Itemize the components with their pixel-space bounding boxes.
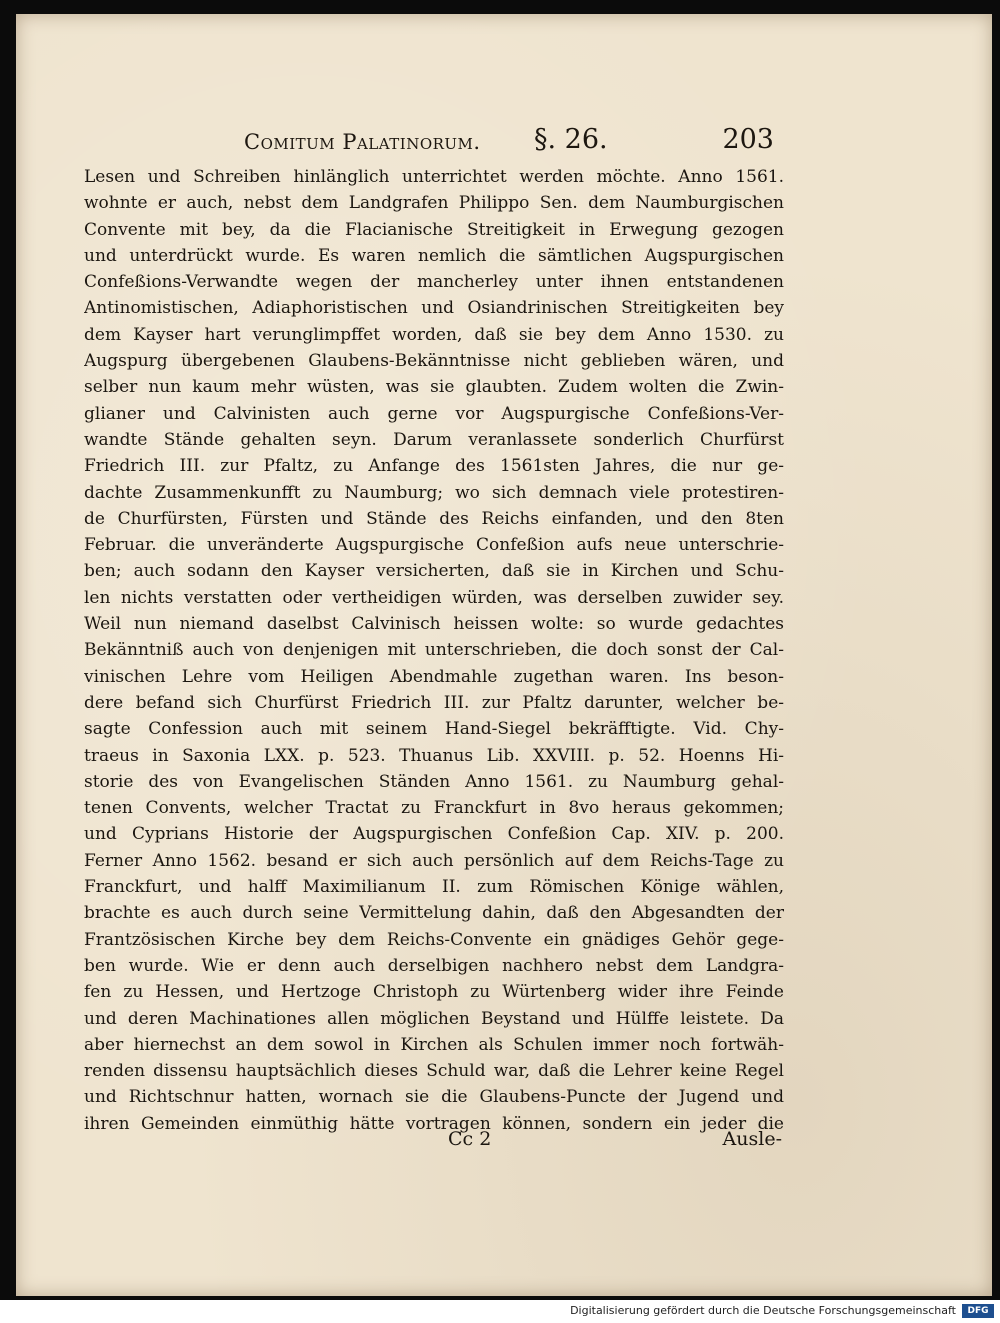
text-line: traeus in Saxonia LXX. p. 523. Thuanus Lib. XXVIII. p. 52. Hoenns Hi- — [84, 745, 784, 766]
text-line: glianer und Calvinisten auch gerne vor Augspurgische Confeßions-Ver- — [84, 403, 784, 424]
text-line: Antinomistischen, Adiaphoristischen und Osiandrinischen Streitigkeiten bey — [84, 298, 784, 319]
section-number: §. 26. — [534, 124, 608, 155]
page — [16, 14, 992, 1296]
text-line: wandte Stände gehalten seyn. Darum veranlassete sonderlich Churfürst — [84, 429, 784, 450]
text-line: Franckfurt, und halff Maximilianum II. zum Römischen Könige wählen, — [84, 877, 784, 898]
catchword: Ausle- — [722, 1128, 782, 1150]
page-number: 203 — [722, 124, 774, 155]
text-line: sagte Confession auch mit seinem Hand-Siegel bekräfftigte. Vid. Chy- — [84, 719, 784, 740]
text-line: Ferner Anno 1562. besand er sich auch persönlich auf dem Reichs-Tage zu — [84, 850, 784, 871]
text-line: Lesen und Schreiben hinlänglich unterrichtet werden möchte. Anno 1561. — [84, 167, 784, 187]
text-line: ihren Gemeinden einmüthig hätte vortragen können, sondern ein jeder die — [84, 1113, 784, 1134]
text-line: renden dissensu hauptsächlich dieses Schuld war, daß die Lehrer keine Regel — [84, 1061, 784, 1082]
text-line: Friedrich III. zur Pfaltz, zu Anfange des 1561sten Jahres, die nur ge- — [84, 456, 784, 477]
text-line: Augspurg übergebenen Glaubens-Bekänntnisse nicht geblieben wären, und — [84, 351, 784, 372]
text-line: und Richtschnur hatten, wornach sie die Glaubens-Puncte der Jugend und — [84, 1087, 784, 1108]
text-line: und unterdrückt wurde. Es waren nemlich die sämtlichen Augspurgischen — [84, 245, 784, 266]
text-line: aber hiernechst an dem sowol in Kirchen als Schulen immer noch fortwäh- — [84, 1034, 784, 1055]
text-line: ben wurde. Wie er denn auch derselbigen nachhero nebst dem Landgra- — [84, 955, 784, 976]
text-line: de Churfürsten, Fürsten und Stände des Reichs einfanden, und den 8ten — [84, 508, 784, 529]
text-line: und Cyprians Historie der Augspurgischen Confeßion Cap. XIV. p. 200. — [84, 824, 784, 845]
text-line: Convente mit bey, da die Flacianische Streitigkeit in Erwegung gezogen — [84, 219, 784, 240]
text-line: storie des von Evangelischen Ständen Anno 1561. zu Naumburg gehal- — [84, 771, 784, 792]
credit-bar — [0, 1300, 1000, 1323]
text-line: brachte es auch durch seine Vermittelung dahin, daß den Abgesandten der — [84, 903, 784, 924]
text-line: dere befand sich Churfürst Friedrich III. zur Pfaltz darunter, welcher be- — [84, 692, 784, 713]
text-line: Bekänntniß auch von denjenigen mit unterschrieben, die doch sonst der Cal- — [84, 640, 784, 661]
text-line: dem Kayser hart verunglimpffet worden, daß sie bey dem Anno 1530. zu — [84, 324, 784, 345]
text-line: tenen Convents, welcher Tractat zu Franckfurt in 8vo heraus gekommen; — [84, 798, 784, 819]
printer-signature: Cc 2 — [448, 1128, 492, 1150]
text-line: len nichts verstatten oder vertheidigen würden, was derselben zuwider sey. — [84, 587, 784, 608]
text-line: vinischen Lehre vom Heiligen Abendmahle zugethan waren. Ins beson- — [84, 666, 784, 687]
text-line: ben; auch sodann den Kayser versicherten, daß sie in Kirchen und Schu- — [84, 561, 784, 582]
running-title: Comitum Palatinorum. — [244, 130, 481, 154]
page-header — [244, 122, 774, 162]
text-line: Februar. die unveränderte Augspurgische Confeßion aufs neue unterschrie- — [84, 535, 784, 556]
dfg-logo: DFG — [962, 1304, 994, 1318]
text-line: Weil nun niemand daselbst Calvinisch heissen wolte: so wurde gedachtes — [84, 614, 784, 635]
text-line: Frantzösischen Kirche bey dem Reichs-Convente ein gnädiges Gehör gege- — [84, 929, 784, 950]
page-footer — [84, 1128, 784, 1158]
text-line: Confeßions-Verwandte wegen der mancherley unter ihnen entstandenen — [84, 272, 784, 293]
credit-text: Digitalisierung gefördert durch die Deutsche Forschungsgemeinschaft — [570, 1304, 956, 1317]
body-text — [84, 164, 784, 1137]
text-line: selber nun kaum mehr wüsten, was sie glaubten. Zudem wolten die Zwin- — [84, 377, 784, 398]
text-line: wohnte er auch, nebst dem Landgrafen Philippo Sen. dem Naumburgischen — [84, 193, 784, 214]
text-line: und deren Machinationes allen möglichen Beystand und Hülffe leistete. Da — [84, 1008, 784, 1029]
text-line: dachte Zusammenkunfft zu Naumburg; wo sich demnach viele protestiren- — [84, 482, 784, 503]
text-line: fen zu Hessen, und Hertzoge Christoph zu Würtenberg wider ihre Feinde — [84, 982, 784, 1003]
